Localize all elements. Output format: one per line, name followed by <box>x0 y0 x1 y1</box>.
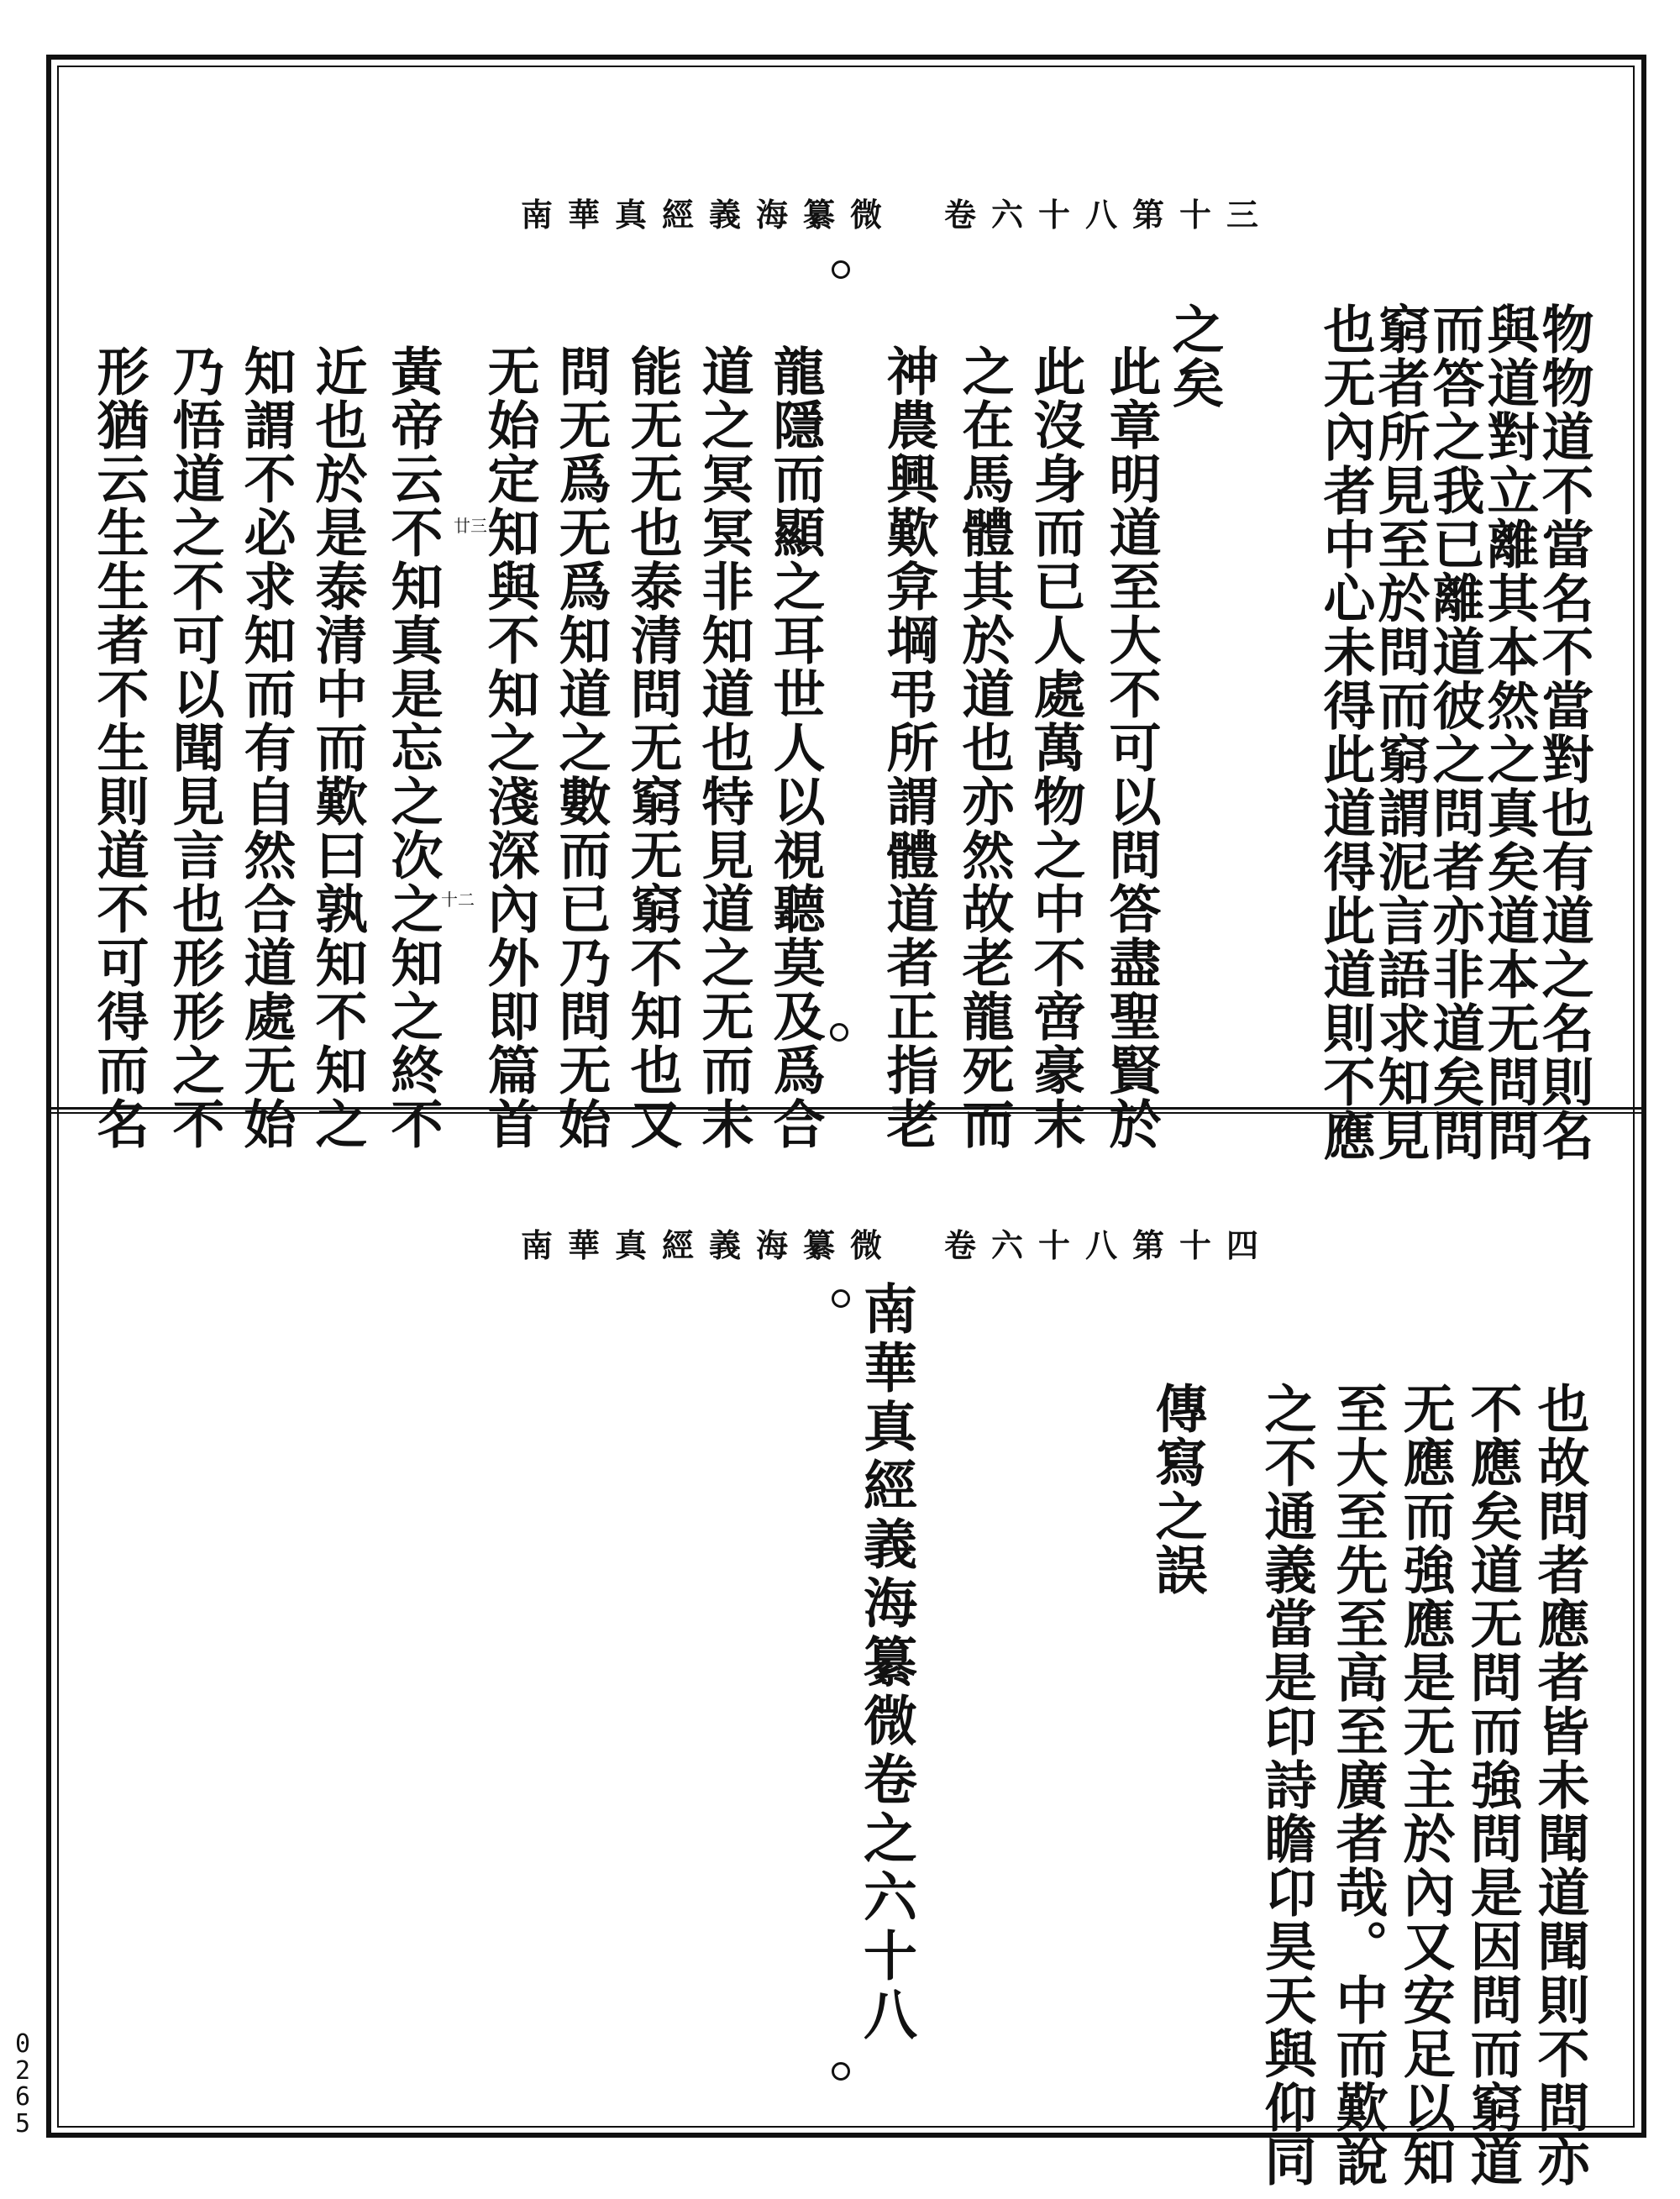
small-note-twentythree: 廿三 <box>454 516 487 536</box>
top-column-17: 近也於是泰清中而歎曰孰知不知之 <box>307 344 368 1151</box>
top-column-14: 問无爲无爲知道之數而已乃問无始 <box>550 344 612 1151</box>
top-column-1: 物物道不當名不當對也有道之名則名 <box>1533 302 1594 1162</box>
top-column-4: 窮者所見至於問而窮謂泥言語求知見 <box>1369 302 1431 1162</box>
top-column-20: 形猶云生生者不生則道不可得而名 <box>88 344 150 1151</box>
bottom-column-4: 至大至先至高至廣者哉。中而歎說 <box>1327 1382 1389 2188</box>
bottom-header: 南華真經義海纂微 卷六十八第十四 <box>521 1226 1274 1264</box>
volume-end-title: 南華真經義海纂微卷之六十八 <box>854 1281 917 2045</box>
bottom-column-3: 无應而強應是无主於內又安足以知 <box>1394 1382 1456 2188</box>
top-column-15: 无始定知與不知之淺深內外即篇首 <box>479 344 540 1151</box>
small-note-twelve: 十二 <box>441 890 475 910</box>
top-column-13: 能无无也泰清問无窮无窮不知也又 <box>622 344 683 1151</box>
top-column-9: 之在馬體其於道也亦然故老龍死而 <box>953 344 1015 1151</box>
bottom-column-2: 不應矣道无問而強問是因問而窮道 <box>1462 1382 1523 2188</box>
top-column-3: 而答之我已離道彼之問者亦非道矣問 <box>1424 302 1485 1162</box>
title-circle-marker <box>832 1289 850 1308</box>
top-column-7: 此章明道至大不可以問答盡聖賢於 <box>1100 344 1162 1151</box>
top-column-11: 龍隱而顯之耳世人以視聽莫及爲合 <box>764 344 826 1151</box>
inline-circle-marker <box>830 1023 848 1042</box>
page-number: 0265 <box>14 2029 31 2139</box>
bottom-column-5: 之不通義當是印詩瞻卬昊天與仰同 <box>1256 1382 1317 2188</box>
bottom-column-6: 傳寫之誤 <box>1147 1382 1208 1597</box>
top-column-12: 道之冥冥非知道也特見道之无而未 <box>693 344 754 1151</box>
top-column-16: 黃帝云不知真是忘之次之知之終不 <box>382 344 444 1151</box>
top-column-2: 與道對立離其本然之真矣道本无問問 <box>1478 302 1540 1162</box>
bottom-circle-marker <box>832 2062 850 2081</box>
bottom-column-1: 也故問者應者皆未聞道聞則不問亦 <box>1529 1382 1590 2188</box>
top-header: 南華真經義海纂微 卷六十八第十三 <box>521 196 1274 234</box>
top-column-6: 之矣 <box>1163 302 1225 410</box>
top-circle-marker <box>832 260 850 279</box>
top-column-8: 此沒身而已人處萬物之中不啻豪末 <box>1025 344 1086 1151</box>
top-column-10: 神農興歎弇堈弔所謂體道者正指老 <box>878 344 939 1151</box>
top-column-5: 也无內者中心未得此道得此道則不應 <box>1315 302 1376 1162</box>
top-column-18: 知謂不必求知而有自然合道處无始 <box>235 344 297 1151</box>
top-column-19: 乃悟道之不可以聞見言也形形之不 <box>164 344 225 1151</box>
